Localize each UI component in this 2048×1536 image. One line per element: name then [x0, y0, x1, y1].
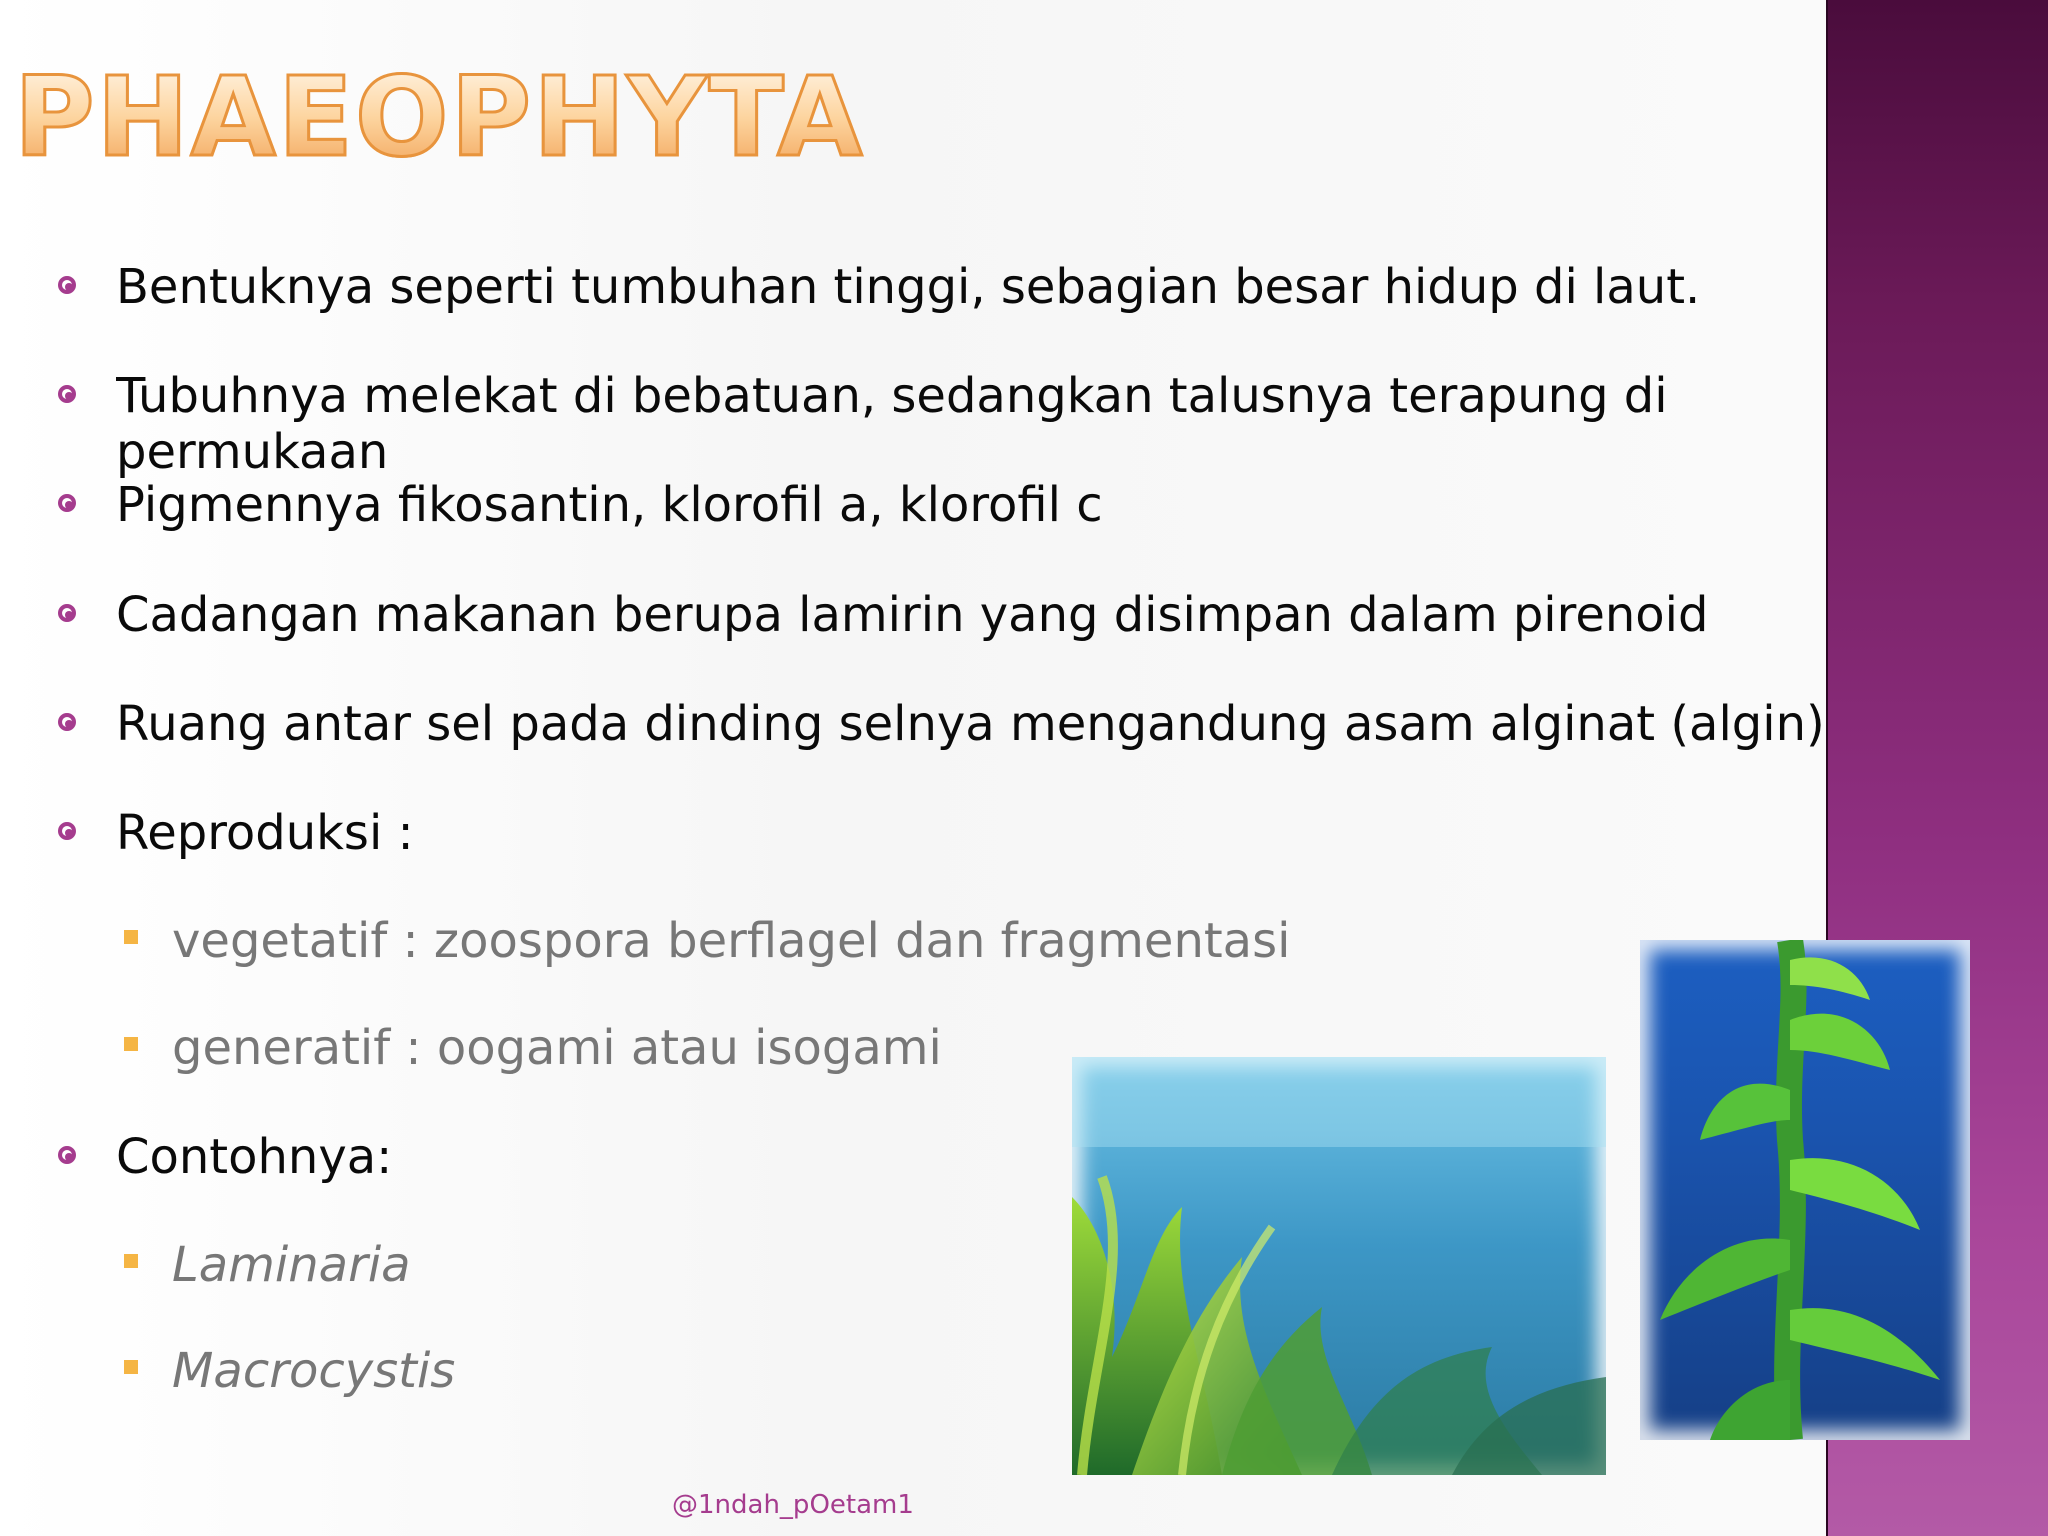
sub-bullet-square-icon	[124, 930, 138, 944]
sub-bullet-square-icon	[124, 1254, 138, 1268]
sub-bullet-text: vegetatif : zoospora berflagel dan fragmentasi	[172, 913, 1291, 969]
bullet-circle-icon	[58, 1146, 76, 1164]
bullet-circle-icon	[58, 604, 76, 622]
bullet-circle-icon	[58, 385, 76, 403]
bullet-text: Tubuhnya melekat di bebatuan, sedangkan talusnya terapung di permukaan	[116, 368, 1668, 480]
bullet-circle-icon	[58, 494, 76, 512]
bullet-circle-icon	[58, 713, 76, 731]
bullet-text: Cadangan makanan berupa lamirin yang disimpan dalam pirenoid	[116, 587, 1709, 643]
bullet-text: Contohnya:	[116, 1129, 393, 1185]
example-text: Macrocystis	[172, 1343, 456, 1399]
sub-bullet-text: generatif : oogami atau isogami	[172, 1020, 942, 1076]
example-text: Laminaria	[172, 1237, 411, 1293]
kelp-forest-photo	[1072, 1057, 1606, 1475]
bullet-text: Bentuknya seperti tumbuhan tinggi, sebagian besar hidup di laut.	[116, 259, 1701, 315]
bullet-text: Pigmennya fikosantin, klorofil a, klorofil c	[116, 477, 1103, 533]
author-credit: @1ndah_pOetam1	[672, 1490, 914, 1520]
slide-title: PHAEOPHYTA	[14, 53, 865, 181]
bullet-text: Ruang antar sel pada dinding selnya mengandung asam alginat (algin)	[116, 696, 1825, 752]
sub-bullet-square-icon	[124, 1037, 138, 1051]
sub-bullet-square-icon	[124, 1360, 138, 1374]
giant-kelp-photo	[1640, 940, 1970, 1440]
bullet-circle-icon	[58, 822, 76, 840]
bullet-text: Reproduksi :	[116, 805, 414, 861]
bullet-circle-icon	[58, 276, 76, 294]
